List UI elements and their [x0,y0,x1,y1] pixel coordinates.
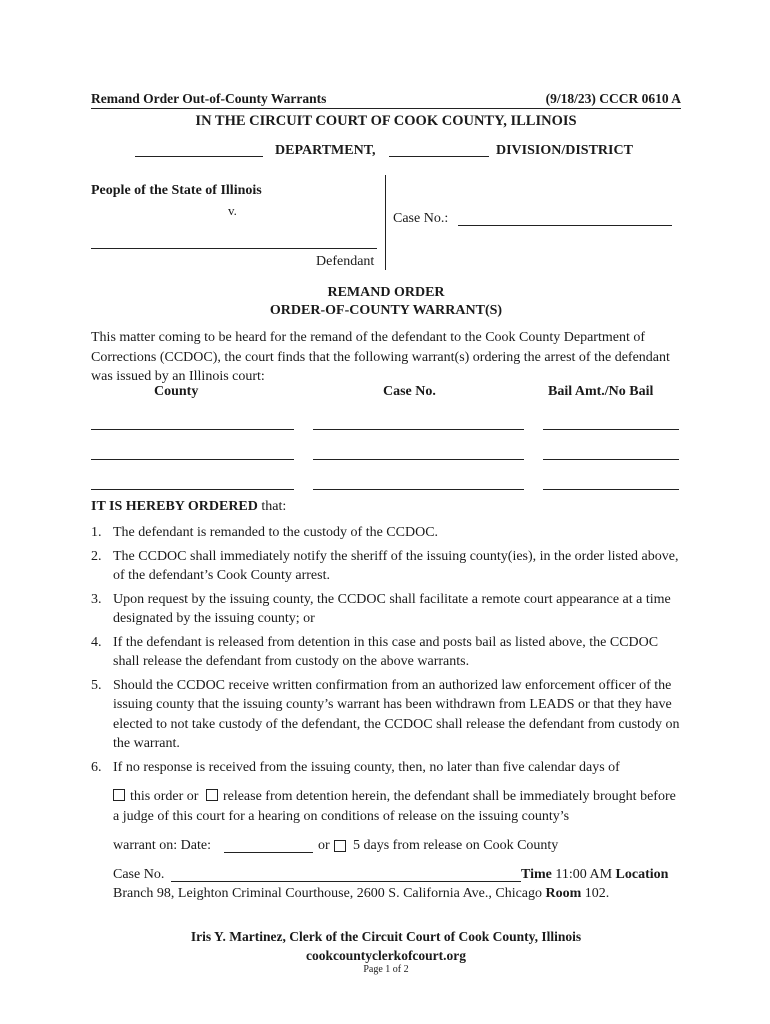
case-no-label-2: Case No. [113,867,165,882]
order-text: If the defendant is released from detention in this case and posts bail as listed above, the CCDOC shall release the defendant from custody on the above warrants. [113,634,659,669]
order-number: 3. [91,591,102,607]
order-text: Should the CCDOC receive written confirmation from an authorized law enforcement officer of the issuing county that the issuing county’s warrant has been withdrawn from LEADS or that they have elected to not take custody of the defendant, the CCDOC shall release the defendant from custody on the warrant. [113,677,680,751]
form-code: (9/18/23) CCCR 0610 A [545,91,681,106]
case-no-label: Case No.: [393,211,449,226]
division-blank[interactable] [389,156,489,157]
ordered-heading-suffix: that: [257,499,287,514]
case-no-blank[interactable] [458,225,672,226]
room-value: 102. [584,886,610,901]
order-text: The defendant is remanded to the custody of the CCDOC. [113,525,439,540]
row2-county-field[interactable] [91,459,294,460]
location-label: Location [615,867,669,882]
col-case-no: Case No. [383,384,436,399]
caption-divider [385,175,386,270]
order-item [91,523,681,543]
order-item [91,590,681,629]
order-number: 5. [91,677,102,693]
ordered-heading-bold: IT IS HEREBY ORDERED [91,499,258,514]
row3-caseno-field[interactable] [313,489,524,490]
department-blank[interactable] [135,156,263,157]
order-text: Upon request by the issuing county, the CCDOC shall facilitate a remote court appearance at a time designated by the issuing county; or [113,591,671,626]
order-number: 6. [91,759,102,775]
division-label: DIVISION/DISTRICT [496,143,633,158]
row2-bail-field[interactable] [543,459,679,460]
court-title: IN THE CIRCUIT COURT OF COOK COUNTY, ILLINOIS [195,113,577,129]
order-number: 1. [91,525,102,540]
clerk-name: Iris Y. Martinez, Clerk of the Circuit Court of Cook County, Illinois [190,929,582,944]
date-field[interactable] [224,852,313,853]
this-order-checkbox[interactable] [113,789,125,801]
order-item [91,758,681,778]
five-days-text: 5 days from release on Cook County [353,838,559,853]
time-label: Time [521,867,552,882]
option-paragraph [113,787,683,826]
row3-bail-field[interactable] [543,489,679,490]
release-checkbox[interactable] [206,789,218,801]
col-bail: Bail Amt./No Bail [548,384,654,399]
defendant-name-blank[interactable] [91,248,377,249]
location-line [113,886,609,902]
time-value: 11:00 AM [555,867,613,882]
location-value: Branch 98, Leighton Criminal Courthouse, 2600 S. California Ave., Chicago [113,886,543,901]
case-no-field-2[interactable] [171,881,521,882]
row1-county-field[interactable] [91,429,294,430]
department-label: DEPARTMENT, [275,143,376,158]
order-text: The CCDOC shall immediately notify the sheriff of the issuing county(ies), in the order listed above, of the defendant’s Cook County arrest. [113,548,679,583]
row2-caseno-field[interactable] [313,459,524,460]
order-number: 2. [91,548,102,564]
release-text: release from detention herein, the defendant shall be immediately brought before a judge of this court for a hearing on conditions of release on the issuing county’s [113,789,676,824]
room-label: Room [545,886,582,901]
form-header [91,90,681,109]
row1-bail-field[interactable] [543,429,679,430]
col-county: County [154,384,199,399]
order-text: If no response is received from the issuing county, then, no later than five calendar days of [113,759,620,775]
or-label: or [318,838,330,853]
order-item [91,676,681,754]
orders-list [91,523,681,781]
order-item [91,633,681,672]
time-line [521,867,668,883]
five-days-checkbox[interactable] [334,840,346,852]
clerk-website: cookcountyclerkofcourt.org [305,948,467,963]
order-subtitle: ORDER-OF-COUNTY WARRANT(S) [269,303,503,318]
warrant-on-date-label: warrant on: Date: [113,838,211,853]
ordered-heading [91,499,286,515]
plaintiff-name: People of the State of Illinois [91,183,262,198]
order-number: 4. [91,634,102,650]
versus: v. [228,203,237,218]
row3-county-field[interactable] [91,489,294,490]
page-number: Page 1 of 2 [363,964,409,975]
order-item [91,547,681,586]
row1-caseno-field[interactable] [313,429,524,430]
order-title: REMAND ORDER [327,285,445,300]
form-name: Remand Order Out-of-County Warrants [91,91,327,106]
defendant-label: Defendant [316,254,375,269]
intro-paragraph: This matter coming to be heard for the remand of the defendant to the Cook County Department of Corrections (CCDOC), the court finds that the following warrant(s) ordering the arrest of the defendant was issued by an Illinois court: [91,330,670,384]
this-order-text: this order or [130,789,199,804]
